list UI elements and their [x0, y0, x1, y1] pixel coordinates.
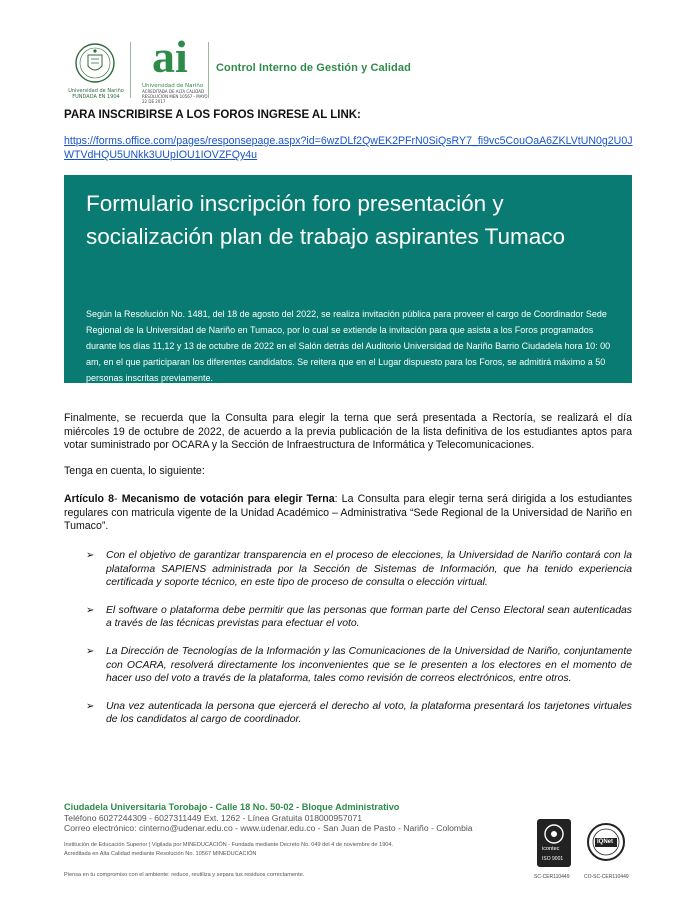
arrow-bullet-icon: ➢: [86, 645, 95, 657]
footer-eco-note: Piensa en tu compromiso con el ambiente: reduce, reutiliza y separa tus residuos correctamente.: [64, 872, 305, 878]
page-heading: PARA INSCRIBIRSE A LOS FOROS INGRESE AL LINK:: [64, 109, 361, 121]
banner-body: Según la Resolución No. 1481, del 18 de agosto del 2022, se realiza invitación pública para proveer el cargo de Coordinador Sede Regional de la Universidad de Nariño en Tumaco, por lo cual se extiende la invitación para que asista a los Foros programados durante los días 11,12 y 13 de octubre de 2022 en el Salón detrás del Auditorio Universidad de Nariño Barrio Ciudadela hora 10: 00 am, en el que participaran los diferentes candidatos. Se reitera que en el Lugar dispuesto para los Foros, se admitirá máximo a 50 personas inscritas previamente.: [86, 309, 611, 383]
letterhead: [68, 31, 630, 104]
arrow-bullet-icon: ➢: [86, 700, 95, 712]
icontec-seal-icon: icontec ISO 9001: [536, 818, 572, 868]
bullet-list: [86, 549, 632, 741]
form-banner: [64, 175, 632, 383]
iqnet-seal-icon: IQNet: [586, 822, 626, 862]
paragraph-tenga-en-cuenta: Tenga en cuenta, lo siguiente:: [64, 465, 205, 477]
article-label: Artículo 8: [64, 493, 115, 505]
list-item: ➢ Una vez autenticada la persona que ejercerá el derecho al voto, la plataforma presentará los tarjetones virtuales de los candidatos al cargo de coordinador.: [86, 700, 632, 726]
iqnet-code: CO-SC-CER110449: [584, 874, 629, 880]
icontec-code: SC-CER110449: [534, 874, 570, 880]
ai-logo: ai: [152, 31, 188, 82]
article-text: : La Consulta para elegir terna será dirigida a los estudiantes regulares con matricula vigente de la Unidad Académico – Administrativa “Sede Regional de la Universidad de Nariño en Tumaco”.: [64, 493, 632, 533]
list-item: ➢ Con el objetivo de garantizar transparencia en el proceso de elecciones, la Universidad de Nariño contará con la plataforma SAPIENS administrada por la Sección de Sistemas de Información, que ha tenido experiencia certificada y soporte técnico, en este tipo de proceso de consulta o elección virtual.: [86, 550, 632, 589]
footer-contact: Correo electrónico: cinterno@udenar.edu.co - www.udenar.edu.co - San Juan de Pasto - Nariño - Colombia: [64, 823, 473, 833]
footer-phones: Teléfono 6027244309 - 6027311449 Ext. 1262 - Línea Gratuita 018000957071: [64, 813, 363, 823]
article-title: Mecanismo de votación para elegir Terna: [121, 493, 335, 505]
list-item: ➢ El software o plataforma debe permitir que las personas que forman parte del Censo Electoral sean autenticadas a través de las técnicas previstas para efectuar el voto.: [86, 604, 632, 630]
office-title: Control Interno de Gestión y Calidad: [216, 62, 411, 74]
article-8: [64, 493, 632, 534]
footer-legal-1: Institución de Educación Superior | Vigilada por MINEDUCACIÓN - Fundada mediante Decreto No. 049 del 4 de noviembre de 1904.: [64, 842, 394, 848]
banner-title: Formulario inscripción foro presentación y socialización plan de trabajo aspirantes Tumaco: [86, 191, 566, 249]
arrow-bullet-icon: ➢: [86, 550, 95, 561]
arrow-bullet-icon: ➢: [86, 604, 95, 616]
article-separator: -: [114, 493, 122, 505]
seal-caption: Universidad de Nariño FUNDADA EN 1904: [68, 88, 124, 100]
footer-address: Ciudadela Universitaria Torobajo - Calle 18 No. 50-02 - Bloque Administrativo: [64, 802, 400, 812]
footer-legal-2: Acreditada en Alta Calidad mediante Resolución No. 10567 MINEDUCACIÓN: [64, 851, 257, 857]
header-divider: [130, 42, 131, 98]
registration-link[interactable]: https://forms.office.com/pages/responsepage.aspx?id=6wzDLf2QwEK2PFrN0SiQsRY7_fi9vc5CouOaA6ZKLVtUN0g2U0JWTVdHQU5UNkk3UUpIOU1IOVZFQy4u: [64, 135, 633, 161]
header-divider-2: [208, 42, 209, 98]
paragraph-consulta: Finalmente, se recuerda que la Consulta para elegir la terna que será presentada a Rectoría, se realizará el día miércoles 19 de octubre de 2022, de acuerdo a la previa publicación de la lista definitiva de los estudiantes aptos para votar suministrado por OCARA y la Sección de Infraestructura de Informática y Telecomunicaciones.: [64, 412, 632, 452]
list-item: ➢ La Dirección de Tecnologías de la Información y las Comunicaciones de la Universidad de Nariño, conjuntamente con OCARA, resolverá directamente los inconvenientes que se le presenten a los electores en el momento de hacer uso del voto a través de la plataforma, tales como revisión de correos electrónicos, entre otros.: [86, 645, 632, 685]
ai-caption: Universidad de Nariño ACREDITADA DE ALTA CALIDAD RESOLUCIÓN MEN 10567 - MAYO 22 DE 2017: [142, 83, 208, 104]
university-seal-icon: [70, 42, 120, 86]
